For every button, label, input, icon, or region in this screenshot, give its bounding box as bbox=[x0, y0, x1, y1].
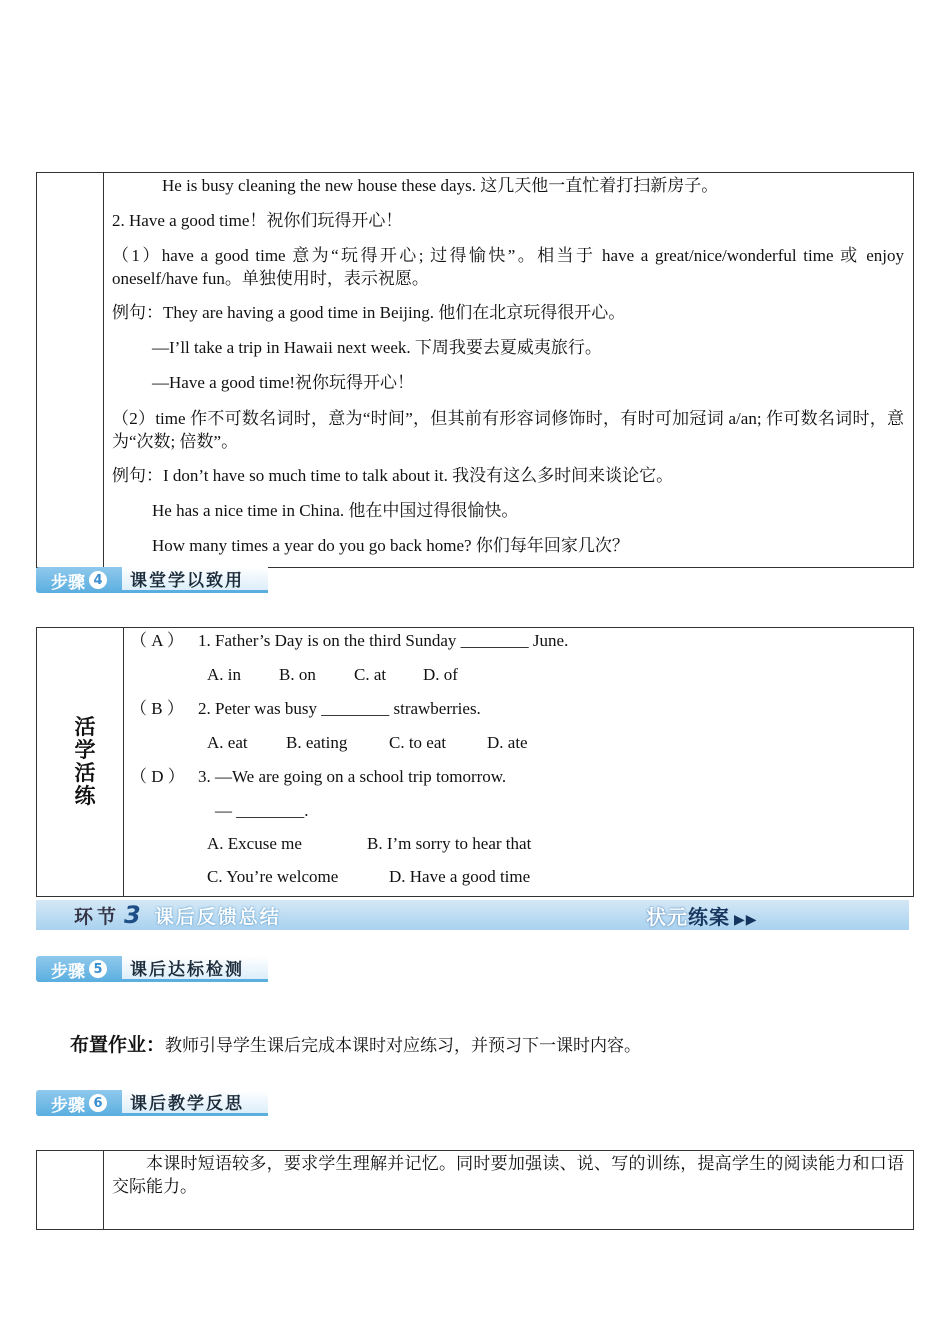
step-prefix: 步骤 bbox=[51, 1095, 85, 1116]
section3-banner bbox=[36, 900, 909, 930]
note-paragraph: （2）time 作不可数名词时，意为“时间”，但其前有形容词修饰时，有时可加冠词 a/an; 作可数名词时，意为“次数; 倍数”。 bbox=[112, 409, 904, 451]
practice-label: 活学活练 bbox=[74, 715, 96, 808]
q3-option-c: C. You’re welcome bbox=[207, 867, 339, 886]
section-label: 环节 bbox=[74, 905, 121, 928]
q1-option-b: B. on bbox=[279, 665, 316, 684]
note-line: He has a nice time in China. 他在中国过得很愉快。 bbox=[152, 501, 519, 520]
homework-label: 布置作业： bbox=[70, 1034, 166, 1056]
step-prefix: 步骤 bbox=[51, 961, 85, 982]
q2-option-b: B. eating bbox=[286, 733, 348, 752]
homework bbox=[70, 1030, 641, 1057]
step-title: 课后教学反思 bbox=[122, 1090, 268, 1116]
q1-text: 1. Father’s Day is on the third Sunday ________ June. bbox=[198, 631, 569, 650]
q2-option-d: D. ate bbox=[487, 733, 528, 752]
note-line: How many times a year do you go back home? 你们每年回家几次？ bbox=[152, 536, 629, 555]
q3-option-a: A. Excuse me bbox=[207, 834, 302, 853]
double-arrow-icon: ▶▶ bbox=[734, 911, 758, 928]
note-line: 2. Have a good time！祝你们玩得开心！ bbox=[112, 211, 403, 230]
q1-option-c: C. at bbox=[354, 665, 387, 684]
q2-option-c: C. to eat bbox=[389, 733, 447, 752]
step5-banner bbox=[36, 956, 268, 982]
q3-reply: — ________. bbox=[215, 801, 309, 820]
note-line: 例句：I don’t have so much time to talk about it. 我没有这么多时间来谈论它。 bbox=[112, 466, 674, 485]
section-title: 课后反馈总结 bbox=[154, 905, 281, 928]
reflection-text: 本课时短语较多，要求学生理解并记忆。同时要加强读、说、写的训练，提高学生的阅读能力和口语交际能力。 bbox=[112, 1154, 904, 1196]
step-number: 5 bbox=[89, 960, 107, 978]
step-title: 课堂学以致用 bbox=[122, 567, 268, 593]
note-line: He is busy cleaning the new house these days. 这几天他一直忙着打扫新房子。 bbox=[162, 176, 719, 195]
step-number: 4 bbox=[89, 571, 107, 589]
q1-option-a: A. in bbox=[207, 665, 241, 684]
q3-option-d: D. Have a good time bbox=[389, 867, 531, 886]
practice-table bbox=[36, 627, 914, 897]
homework-text: 教师引导学生课后完成本课时对应练习，并预习下一课时内容。 bbox=[165, 1036, 642, 1055]
q2-text: 2. Peter was busy ________ strawberries. bbox=[198, 699, 481, 718]
q2-option-a: A. eat bbox=[207, 733, 248, 752]
q3-option-b: B. I’m sorry to hear that bbox=[367, 834, 532, 853]
section-number: 3 bbox=[124, 901, 141, 929]
q3-answer: （ D ） bbox=[130, 767, 185, 786]
note-paragraph: （1）have a good time 意为“玩得开心; 过得愉快”。相当于 have a great/nice/wonderful time 或 enjoy oneself/have fun。单独使用时，表示祝愿。 bbox=[112, 246, 904, 288]
step-prefix: 步骤 bbox=[51, 572, 85, 593]
q1-option-d: D. of bbox=[423, 665, 458, 684]
brand-logo: 状元练案 ▶▶ bbox=[646, 904, 758, 929]
note-line: —I’ll take a trip in Hawaii next week. 下周我要去夏威夷旅行。 bbox=[152, 338, 602, 357]
step-title: 课后达标检测 bbox=[122, 956, 268, 982]
note-line: 例句：They are having a good time in Beijing. 他们在北京玩得很开心。 bbox=[112, 303, 626, 322]
step-number: 6 bbox=[89, 1094, 107, 1112]
q2-answer: （ B ） bbox=[130, 699, 184, 718]
q1-answer: （ A ） bbox=[130, 631, 184, 650]
step4-banner bbox=[36, 567, 268, 593]
note-line: —Have a good time!祝你玩得开心！ bbox=[152, 373, 415, 392]
step6-banner bbox=[36, 1090, 268, 1116]
q3-text: 3. —We are going on a school trip tomorrow. bbox=[198, 767, 507, 786]
